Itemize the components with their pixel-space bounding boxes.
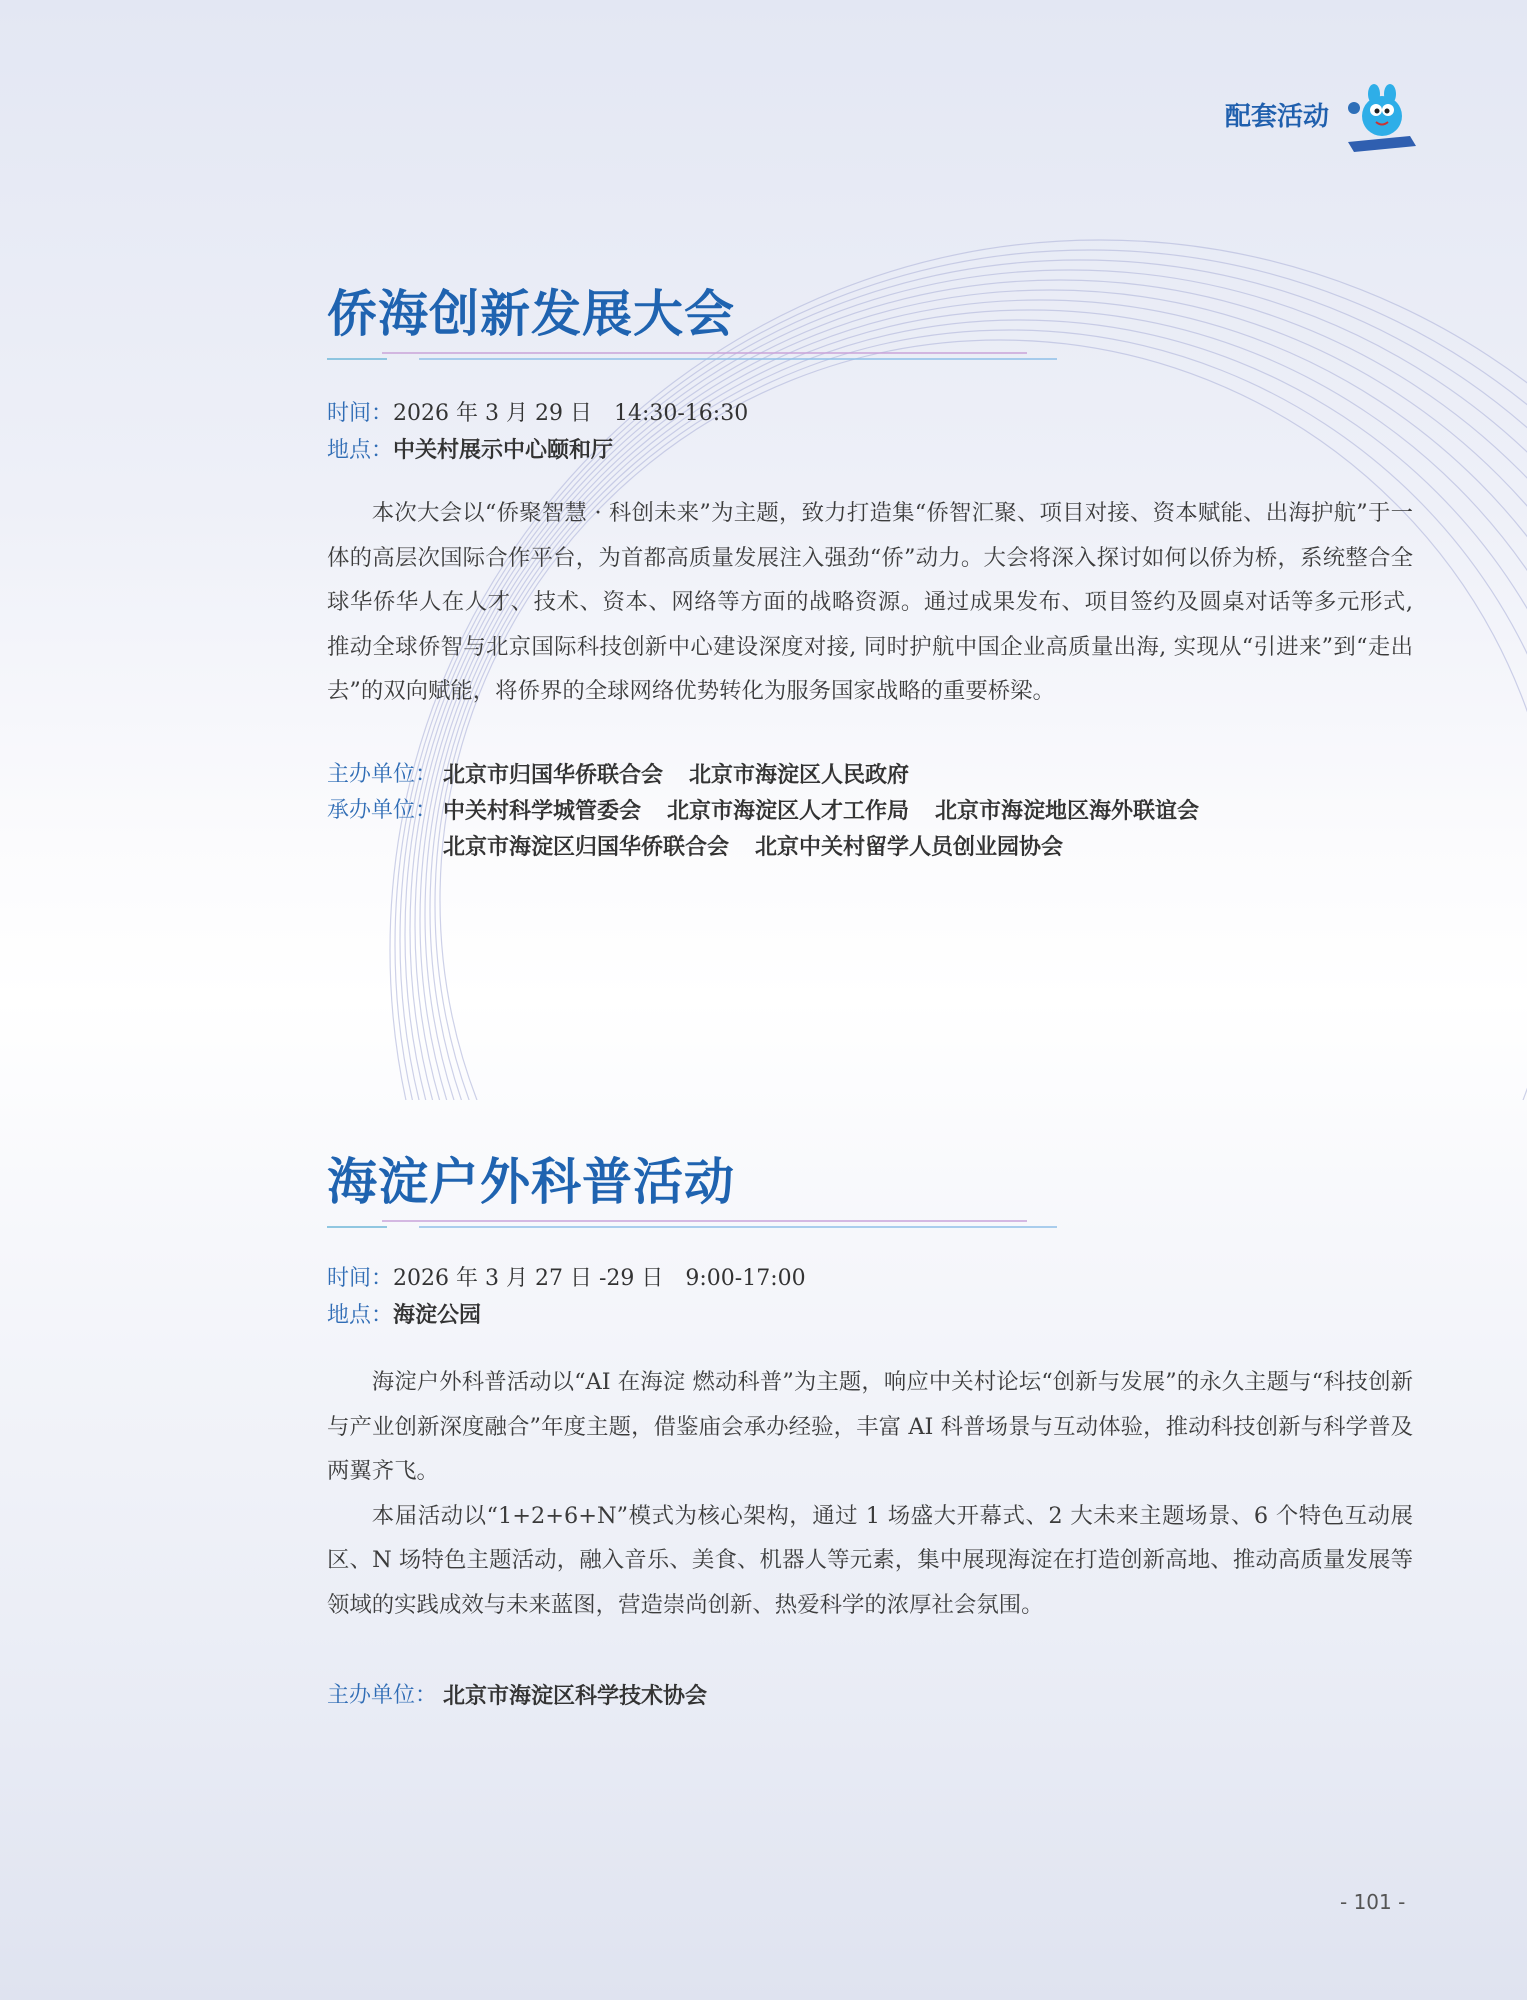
- event-place: 中关村展示中心颐和厅: [393, 437, 614, 463]
- organizer-label: 承办单位：: [327, 798, 438, 823]
- organizer: 北京市海淀区人才工作局: [667, 798, 910, 824]
- paragraph: 本次大会以“侨聚智慧 · 科创未来”为主题，致力打造集“侨智汇聚、项目对接、资本赋能、出海护航”于一体的高层次国际合作平台，为首都高质量发展注入强劲“侨”动力。大会将深入探讨如何以侨为桥，系统整合全球华侨华人在人才、技术、资本、网络等方面的战略资源。通过成果发布、项目签约及圆桌对话等多元形式, 推动全球侨智与北京国际科技创新中心建设深度对接, 同时护航中国企业高质量出海, 实现从“引进来”到“走出去”的双向赋能，将侨界的全球网络优势转化为服务国家战略的重要桥梁。: [327, 500, 1413, 704]
- host: 北京市归国华侨联合会: [443, 762, 664, 788]
- page-number: - 101 -: [1340, 1890, 1406, 1914]
- event-time: 2026 年 3 月 29 日 14:30-16:30: [393, 401, 749, 426]
- organizer: 北京市海淀地区海外联谊会: [935, 798, 1200, 824]
- event-meta: [327, 396, 748, 469]
- event-description: [327, 1360, 1413, 1627]
- title-underline: [327, 1214, 1057, 1228]
- time-label: 时间：: [327, 1266, 394, 1291]
- host: 北京市海淀区科学技术协会: [443, 1683, 708, 1709]
- section-label: 配套活动: [1225, 102, 1330, 132]
- host-label: 主办单位：: [327, 1683, 438, 1708]
- place-label: 地点：: [327, 438, 394, 463]
- event-description: [327, 491, 1413, 714]
- organizers: [327, 757, 1225, 865]
- event-title: 海淀户外科普活动: [327, 1152, 735, 1211]
- place-label: 地点：: [327, 1303, 394, 1328]
- event-place: 海淀公园: [393, 1302, 482, 1328]
- mascot-icon: [1340, 80, 1420, 160]
- title-underline: [327, 346, 1057, 360]
- paragraph: 海淀户外科普活动以“AI 在海淀 燃动科普”为主题，响应中关村论坛“创新与发展”的永久主题与“科技创新与产业创新深度融合”年度主题，借鉴庙会承办经验，丰富 AI 科普场景与互动体验，推动科技创新与科学普及两翼齐飞。: [327, 1369, 1413, 1484]
- paragraph: 本届活动以“1+2+6+N”模式为核心架构，通过 1 场盛大开幕式、2 大未来主题场景、6 个特色互动展区、N 场特色主题活动，融入音乐、美食、机器人等元素，集中展现海淀在打造创新高地、推动高质量发展等领域的实践成效与未来蓝图，营造崇尚创新、热爱科学的浓厚社会氛围。: [327, 1502, 1413, 1618]
- time-label: 时间：: [327, 401, 394, 426]
- organizers: [327, 1678, 733, 1714]
- organizer: 中关村科学城管委会: [443, 798, 642, 824]
- organizer: 北京市海淀区归国华侨联合会: [443, 834, 730, 860]
- event-title: 侨海创新发展大会: [327, 284, 735, 343]
- organizer: 北京中关村留学人员创业园协会: [755, 834, 1064, 860]
- host: 北京市海淀区人民政府: [689, 762, 910, 788]
- event-time: 2026 年 3 月 27 日 -29 日 9:00-17:00: [393, 1266, 806, 1291]
- event-meta: [327, 1261, 806, 1334]
- host-label: 主办单位：: [327, 762, 438, 787]
